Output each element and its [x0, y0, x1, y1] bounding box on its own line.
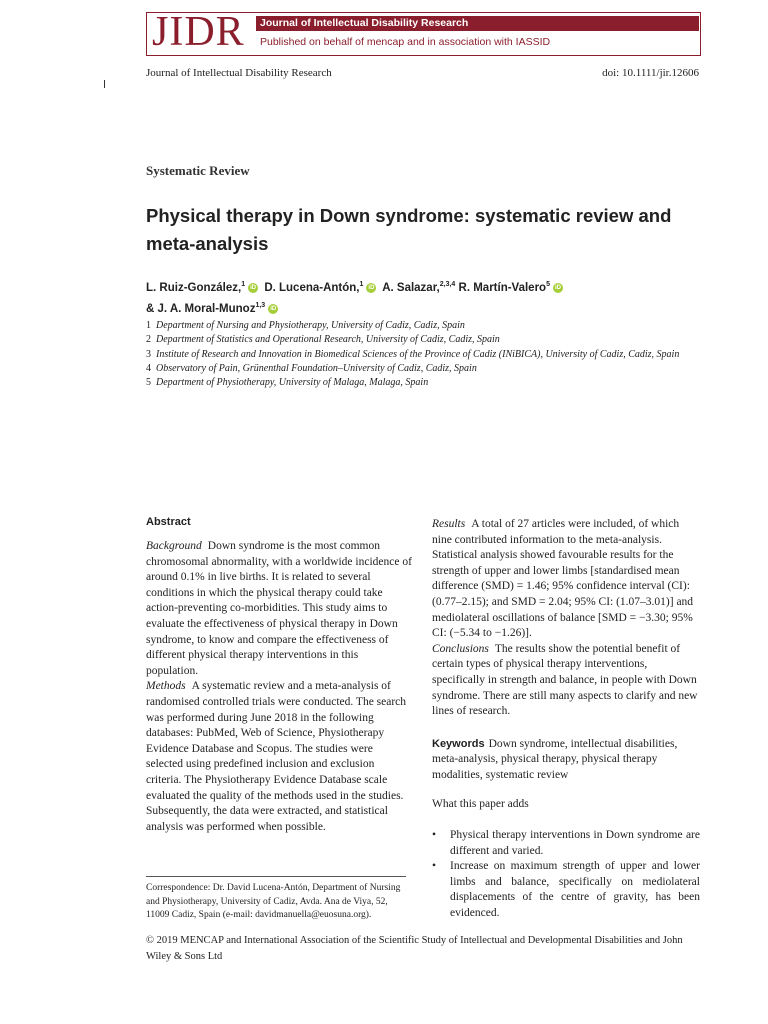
- orcid-icon[interactable]: iD: [270, 305, 277, 312]
- divider: [146, 876, 406, 877]
- abstract-right-column: [432, 517, 700, 784]
- orcid-icon[interactable]: iD: [555, 284, 561, 291]
- article-type: Systematic Review: [146, 163, 250, 178]
- affiliation: 1 Department of Nursing and Physiotherapy, University of Cadiz, Cadiz, Spain: [146, 320, 465, 331]
- journal-name: Journal of Intellectual Disability Research: [260, 17, 469, 29]
- author: A. Salazar,$^{2,3,4}$: [382, 281, 456, 294]
- copyright: © 2019 MENCAP and International Association of the Scientific Study of Intellectual and Developmental Disabilities and John Wiley & Sons Ltd: [146, 935, 683, 962]
- list-item: • Increase on maximum strength of upper and lower limbs and balance, specifically on mediolateral displacements of the centre of gravity, has been evidenced.: [432, 859, 700, 921]
- abstract-left-column: [146, 539, 412, 835]
- margin-mark: [104, 80, 105, 88]
- affiliation: 2 Department of Statistics and Operational Research, University of Cadiz, Cadiz, Spain: [146, 334, 500, 346]
- list-item: • Physical therapy interventions in Down syndrome are different and varied.: [432, 828, 700, 859]
- author-list: [146, 276, 706, 318]
- affiliation: 3 Institute of Research and Innovation in Biomedical Sciences of the Province of Cadiz (INiBICA), University of Cadiz, Cadiz, Spain: [146, 348, 680, 360]
- affiliation: 4 Observatory of Pain, Grünenthal Foundation–University of Cadiz, Cadiz, Spain: [146, 362, 477, 374]
- article-title: Physical therapy in Down syndrome: systematic review and meta-analysis: [146, 205, 672, 254]
- what-this-paper-adds-list: [432, 828, 700, 922]
- orcid-icon[interactable]: iD: [250, 284, 257, 291]
- author: & J. A. Moral-Munoz$^{1,3}$ iD: [146, 301, 277, 315]
- abstract-methods: Methods A systematic review and a meta-analysis of randomised controlled trials were conducted. The search was performed during June 2018 in the following databases: PubMed, Web of Science, Physiotherapy Evidence Database and Scopus. The studies were selected using predefined inclusion and exclusion criteria. The Physiotherapy Evidence Database scale evaluated the quality of the methods used in the studies. Subsequently, the data were extracted, and statistical analysis was performed when possible.: [146, 680, 407, 833]
- running-head: Journal of Intellectual Disability Research: [146, 67, 332, 79]
- author: R. Martín-Valero$^5$ iD: [458, 281, 561, 294]
- orcid-icon[interactable]: iD: [368, 284, 375, 291]
- abstract-heading: Abstract: [146, 516, 191, 528]
- author: D. Lucena-Antón,$^1$ iD: [264, 281, 375, 294]
- journal-logo: JIDR: [152, 9, 245, 55]
- keywords: Keywords Down syndrome, intellectual disabilities, meta-analysis, physical therapy, physical therapy modalities, systematic review: [432, 737, 678, 781]
- publisher-line: Published on behalf of mencap and in association with IASSID: [260, 36, 551, 48]
- abstract-background: Background Down syndrome is the most common chromosomal abnormality, with a worldwide incidence of around 0.1% in live births. It is related to several conditions in which the physical therapy could take action-preventing co-morbidities. This study aims to evaluate the effectiveness of physical therapy in Down syndrome, to know and compare the effectiveness of different physical therapy interventions in this population.: [146, 540, 412, 677]
- abstract-results: Results A total of 27 articles were included, of which nine contributed information to the meta-analysis. Statistical analysis showed favourable results for the strength of upper and lower limbs [standardised mean difference (SMD) = 1.46; 95% confidence interval (CI): (0.77–2.15); and SMD = 2.04; 95% CI: (1.07–3.01)] and mediolateral oscillations of balance [SMD = −3.30; 95% CI: (−5.34 to −1.26)].: [432, 518, 694, 640]
- what-this-paper-adds-heading: What this paper adds: [432, 798, 529, 810]
- correspondence: Correspondence: Dr. David Lucena-Antón, Department of Nursing and Physiotherapy, University of Cadiz, Avda. Ana de Viya, 52, 11009 Cadiz, Spain (e-mail: davidmanuella@euosuna.org).: [146, 883, 401, 920]
- affiliations: [146, 319, 726, 390]
- abstract-conclusions: Conclusions The results show the potential benefit of certain types of physical therapy interventions, specifically in strength and balance, in people with Down syndrome. There are still many aspects to clarify and new lines of research.: [432, 642, 698, 718]
- doi[interactable]: doi: 10.1111/jir.12606: [602, 67, 699, 79]
- affiliation: 5 Department of Physiotherapy, University of Malaga, Malaga, Spain: [146, 377, 429, 389]
- author: L. Ruiz-González,$^1$ iD: [146, 281, 257, 294]
